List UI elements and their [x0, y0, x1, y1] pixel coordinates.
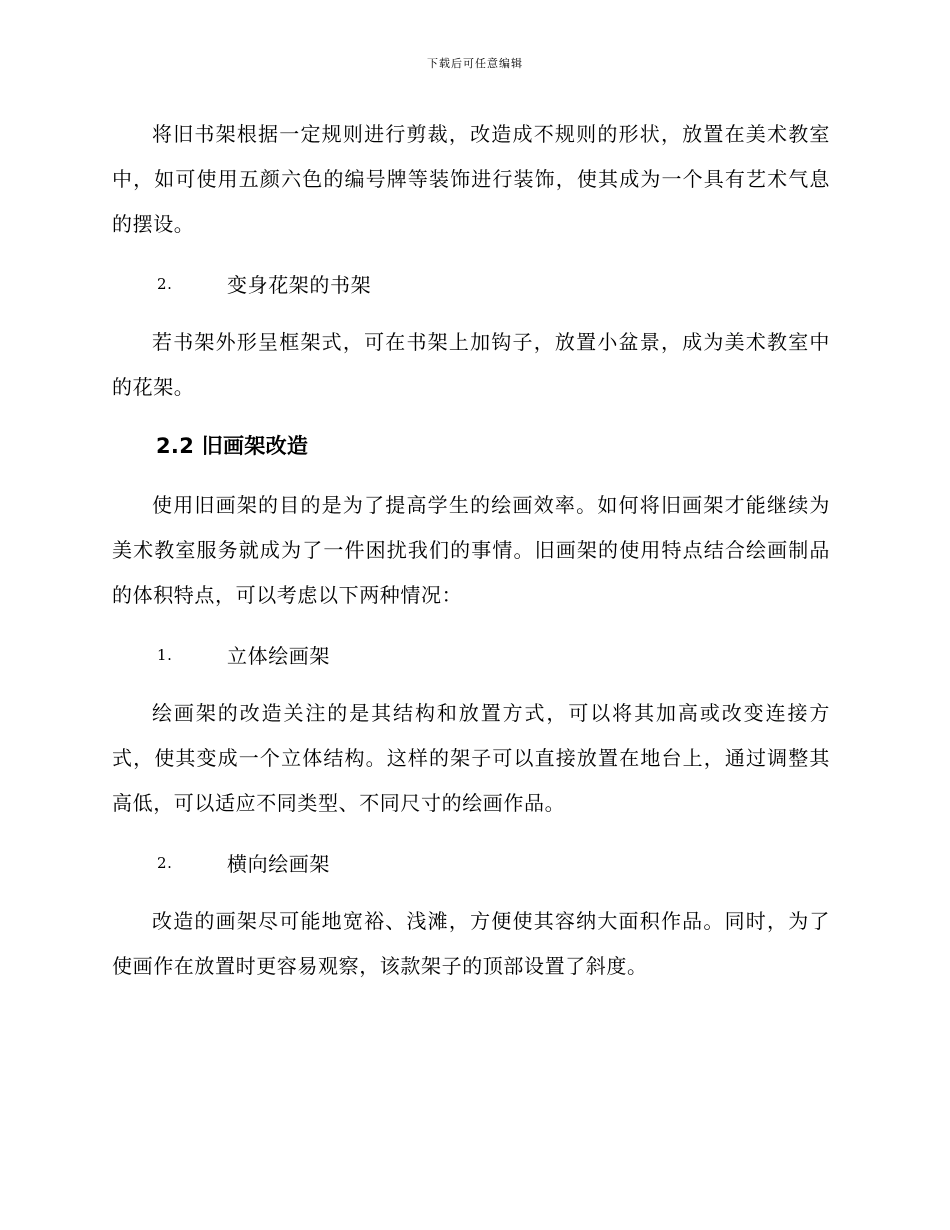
paragraph-horizontal-easel: 改造的画架尽可能地宽裕、浅滩，方便使其容纳大面积作品。同时，为了使画作在放置时更容易观察，该款架子的顶部设置了斜度。	[112, 909, 830, 978]
page-header: 下载后可任意编辑	[427, 57, 523, 70]
list-label: 横向绘画架	[227, 852, 330, 876]
list-number: 1.	[157, 645, 173, 664]
paragraph-3d-easel: 绘画架的改造关注的是其结构和放置方式，可以将其加高或改变连接方式，使其变成一个立体结构。这样的架子可以直接放置在地台上，通过调整其高低，可以适应不同类型、不同尺寸的绘画作品。	[112, 701, 830, 815]
list-number: 2.	[157, 853, 173, 872]
list-label: 立体绘画架	[227, 644, 330, 668]
section-heading: 2.2 旧画架改造	[156, 434, 309, 458]
list-item-horizontal-easel	[112, 840, 830, 885]
document-body	[112, 112, 830, 1003]
list-number: 2.	[157, 274, 173, 293]
paragraph-flower-shelf: 若书架外形呈框架式，可在书架上加钩子，放置小盆景，成为美术教室中的花架。	[112, 330, 830, 399]
paragraph-easel-intro: 使用旧画架的目的是为了提高学生的绘画效率。如何将旧画架才能继续为美术教室服务就成为了一件困扰我们的事情。旧画架的使用特点结合绘画制品的体积特点，可以考虑以下两种情况：	[112, 493, 830, 607]
list-item-flower-shelf	[112, 261, 830, 306]
paragraph-bookshelf-art: 将旧书架根据一定规则进行剪裁，改造成不规则的形状，放置在美术教室中，如可使用五颜六色的编号牌等装饰进行装饰，使其成为一个具有艺术气息的摆设。	[112, 122, 830, 236]
list-item-3d-easel	[112, 632, 830, 677]
list-label: 变身花架的书架	[227, 273, 372, 297]
